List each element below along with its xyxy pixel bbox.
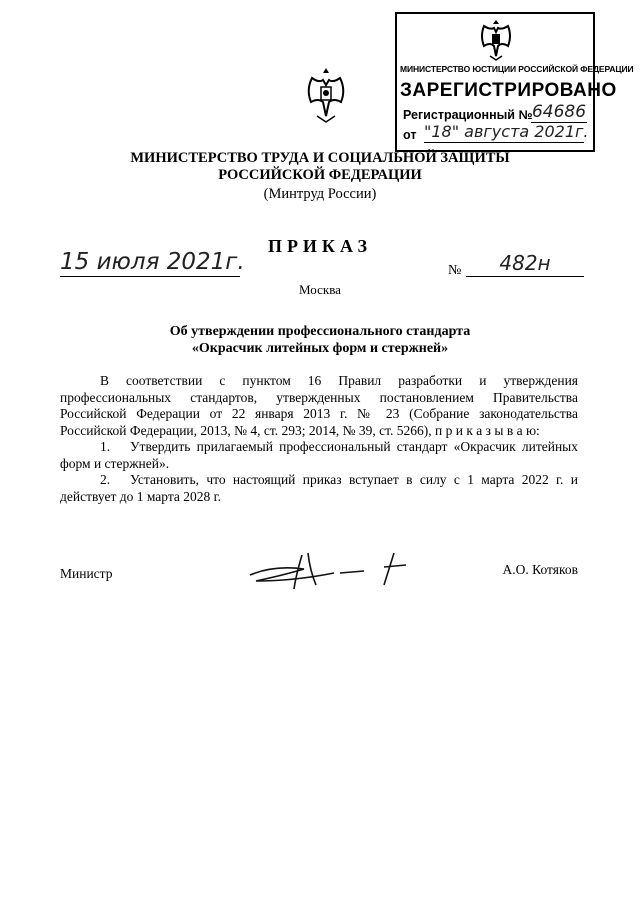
order-number-label: № — [448, 263, 462, 278]
item-number: 2. — [100, 472, 111, 487]
order-date: 15 июля 2021г. — [60, 249, 245, 275]
order-body — [60, 373, 578, 505]
stamp-regnum-value: 64686 — [531, 102, 587, 122]
city: Москва — [299, 282, 341, 297]
order-subject — [100, 323, 540, 357]
signer-position: Министр — [60, 566, 113, 581]
subject-line-1: Об утверждении профессионального стандарта — [169, 324, 471, 339]
handwritten-signature — [244, 545, 424, 595]
stamp-date-value: "18" августа 2021г. — [424, 122, 589, 141]
ministry-line-2: РОССИЙСКОЙ ФЕДЕРАЦИИ — [218, 167, 422, 183]
stamp-date-prefix: от — [403, 128, 417, 142]
stamp-regnum-label: Регистрационный № — [403, 108, 533, 122]
order-number: 482н — [466, 250, 584, 277]
ministry-short-name: (Минтруд России) — [263, 186, 377, 202]
coat-of-arms-icon — [302, 66, 350, 126]
item-text: Установить, что настоящий приказ вступает в силу с 1 марта 2022 г. и действует до 1 марта 2028 г. — [60, 472, 578, 504]
stamp-ministry: МИНИСТЕРСТВО ЮСТИЦИИ РОССИЙСКОЙ ФЕДЕРАЦИИ — [400, 64, 634, 74]
eagle-emblem-icon — [476, 16, 516, 62]
document-type: ПРИКАЗ — [267, 236, 373, 256]
list-item — [60, 472, 578, 505]
item-number: 1. — [100, 439, 111, 454]
intro-paragraph: В соответствии с пунктом 16 Правил разработки и утверждения профессиональных стандартов, утвержденных постановлением Правительства Российской Федерации от 22 января 2013 г. № 23 (Собрание законодательства Российской Федерации, 2013, № 4, ст. 293; 2014, № 39, ст. 5266), п р и к а з ы в а ю: — [60, 373, 578, 438]
signer-name: А.О. Котяков — [502, 562, 578, 577]
ministry-name — [60, 150, 580, 184]
ministry-line-1: МИНИСТЕРСТВО ТРУДА И СОЦИАЛЬНОЙ ЗАЩИТЫ — [130, 150, 510, 166]
stamp-registered-title: ЗАРЕГИСТРИРОВАНО — [400, 80, 617, 101]
list-item — [60, 439, 578, 472]
item-text: Утвердить прилагаемый профессиональный стандарт «Окрасчик литейных форм и стержней». — [60, 439, 578, 471]
subject-line-2: «Окрасчик литейных форм и стержней» — [191, 341, 449, 356]
